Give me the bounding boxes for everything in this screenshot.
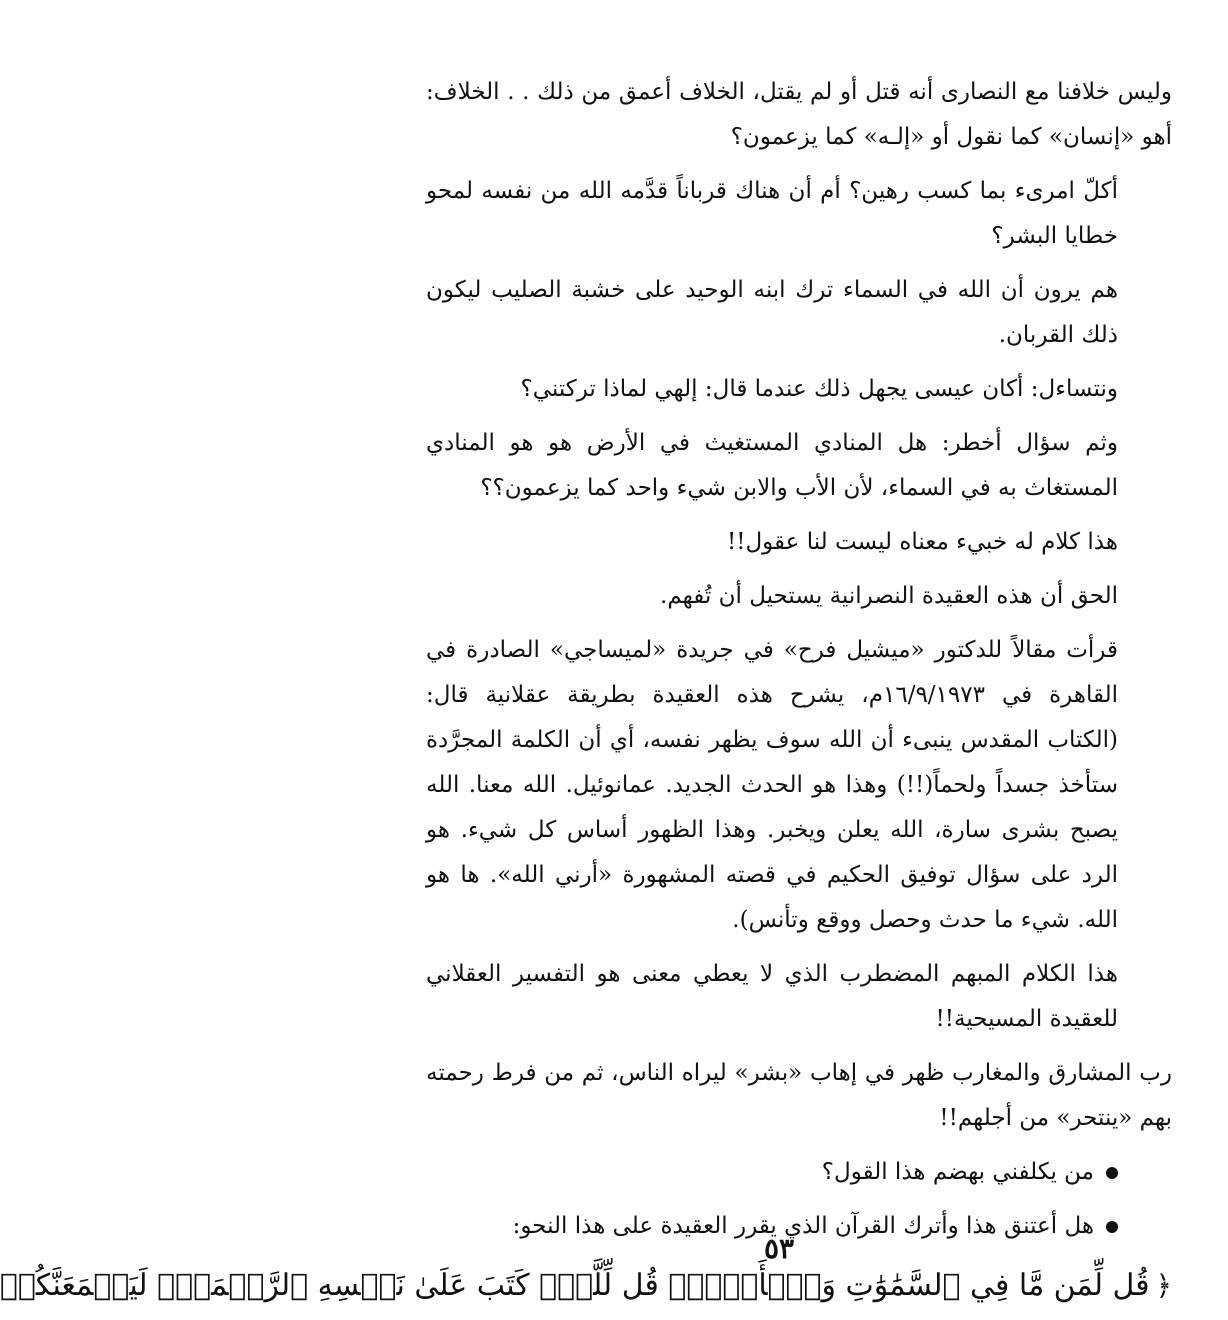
paragraph-disagreement: وليس خلافنا مع النصارى أنه قتل أو لم يقتل، الخلاف أعمق من ذلك . . الخلاف: أهو «إنسان» كما نقول أو «إلـه» كما يزعمون؟: [426, 79, 1172, 150]
book-page: [0, 70, 1172, 1314]
bullet-text: هل أعتنق هذا وأترك القرآن الذي يقرر العقيدة على هذا النحو:: [512, 1213, 1094, 1239]
bullet-text: من يكلفني بهضم هذا القول؟: [821, 1159, 1094, 1185]
bullet-icon: [1106, 1221, 1118, 1233]
paragraph-vague-speech: هذا الكلام المبهم المضطرب الذي لا يعطي معنى هو التفسير العقلاني للعقيدة المسيحية!!: [426, 961, 1118, 1032]
paragraph-article-quote: قرأت مقالاً للدكتور «ميشيل فرح» في جريدة «لميساجي» الصادرة في القاهرة في ١٦/٩/١٩٧٣م، يشرح هذه العقيدة بطريقة عقلانية قال: (الكتاب المقدس ينبىء أن الله سوف يظهر نفسه، أي أن الكلمة المجرَّدة ستأخذ جسداً ولحماً(!!) وهذا هو الحدث الجديد. عمانوئيل. الله معنا. الله يصبح بشرى سارة، الله يعلن ويخبر. وهذا الظهور أساس كل شيء. هو الرد على سؤال توفيق الحكيم في قصته المشهورة «أرني الله». ها هو الله. شيء ما حدث وحصل ووقع وتأنس).: [426, 637, 1118, 933]
paragraph-lord-of-easts: رب المشارق والمغارب ظهر في إهاب «بشر» ليراه الناس، ثم من فرط رحمته بهم «ينتحر» من أجلهم!!: [426, 1060, 1172, 1131]
paragraph-serious-question: وثم سؤال أخطر: هل المنادي المستغيث في الأرض هو هو المنادي المستغاث به في السماء، لأن الأب والابن شيء واحد كما يزعمون؟؟: [426, 430, 1118, 501]
quran-verse: [0, 1258, 1172, 1314]
quran-verse-text: قُل لِّمَن مَّا فِي ٱلسَّمَٰوَٰتِ وَٱلۡأَرۡضِۖ قُل لِّلَّهِۚ كَتَبَ عَلَىٰ نَفۡسِهِ ٱلرَّحۡمَةَۚ لَيَجۡمَعَنَّكُمۡ: [0, 1268, 1150, 1303]
ornate-bracket-icon: ﴿: [1155, 1269, 1172, 1302]
paragraph-incomprehensible: الحق أن هذه العقيدة النصرانية يستحيل أن تُفهم.: [660, 583, 1118, 609]
bullet-icon: [1106, 1167, 1118, 1179]
paragraph-christian-view: هم يرون أن الله في السماء ترك ابنه الوحيد على خشبة الصليب ليكون ذلك القربان.: [426, 277, 1118, 348]
paragraph-hidden-meaning: هذا كلام له خبيء معناه ليست لنا عقول!!: [726, 529, 1118, 555]
bullet-item: [426, 1150, 1172, 1195]
paragraph-jesus-question: ونتساءل: أكان عيسى يجهل ذلك عندما قال: إلهي لماذا تركتني؟: [520, 376, 1118, 402]
paragraph-sacrifice-question: أكلّ امرىء بما كسب رهين؟ أم أن هناك قرباناً قدَّمه الله من نفسه لمحو خطايا البشر؟: [426, 178, 1118, 249]
page-number: ٥٣: [763, 1232, 795, 1265]
